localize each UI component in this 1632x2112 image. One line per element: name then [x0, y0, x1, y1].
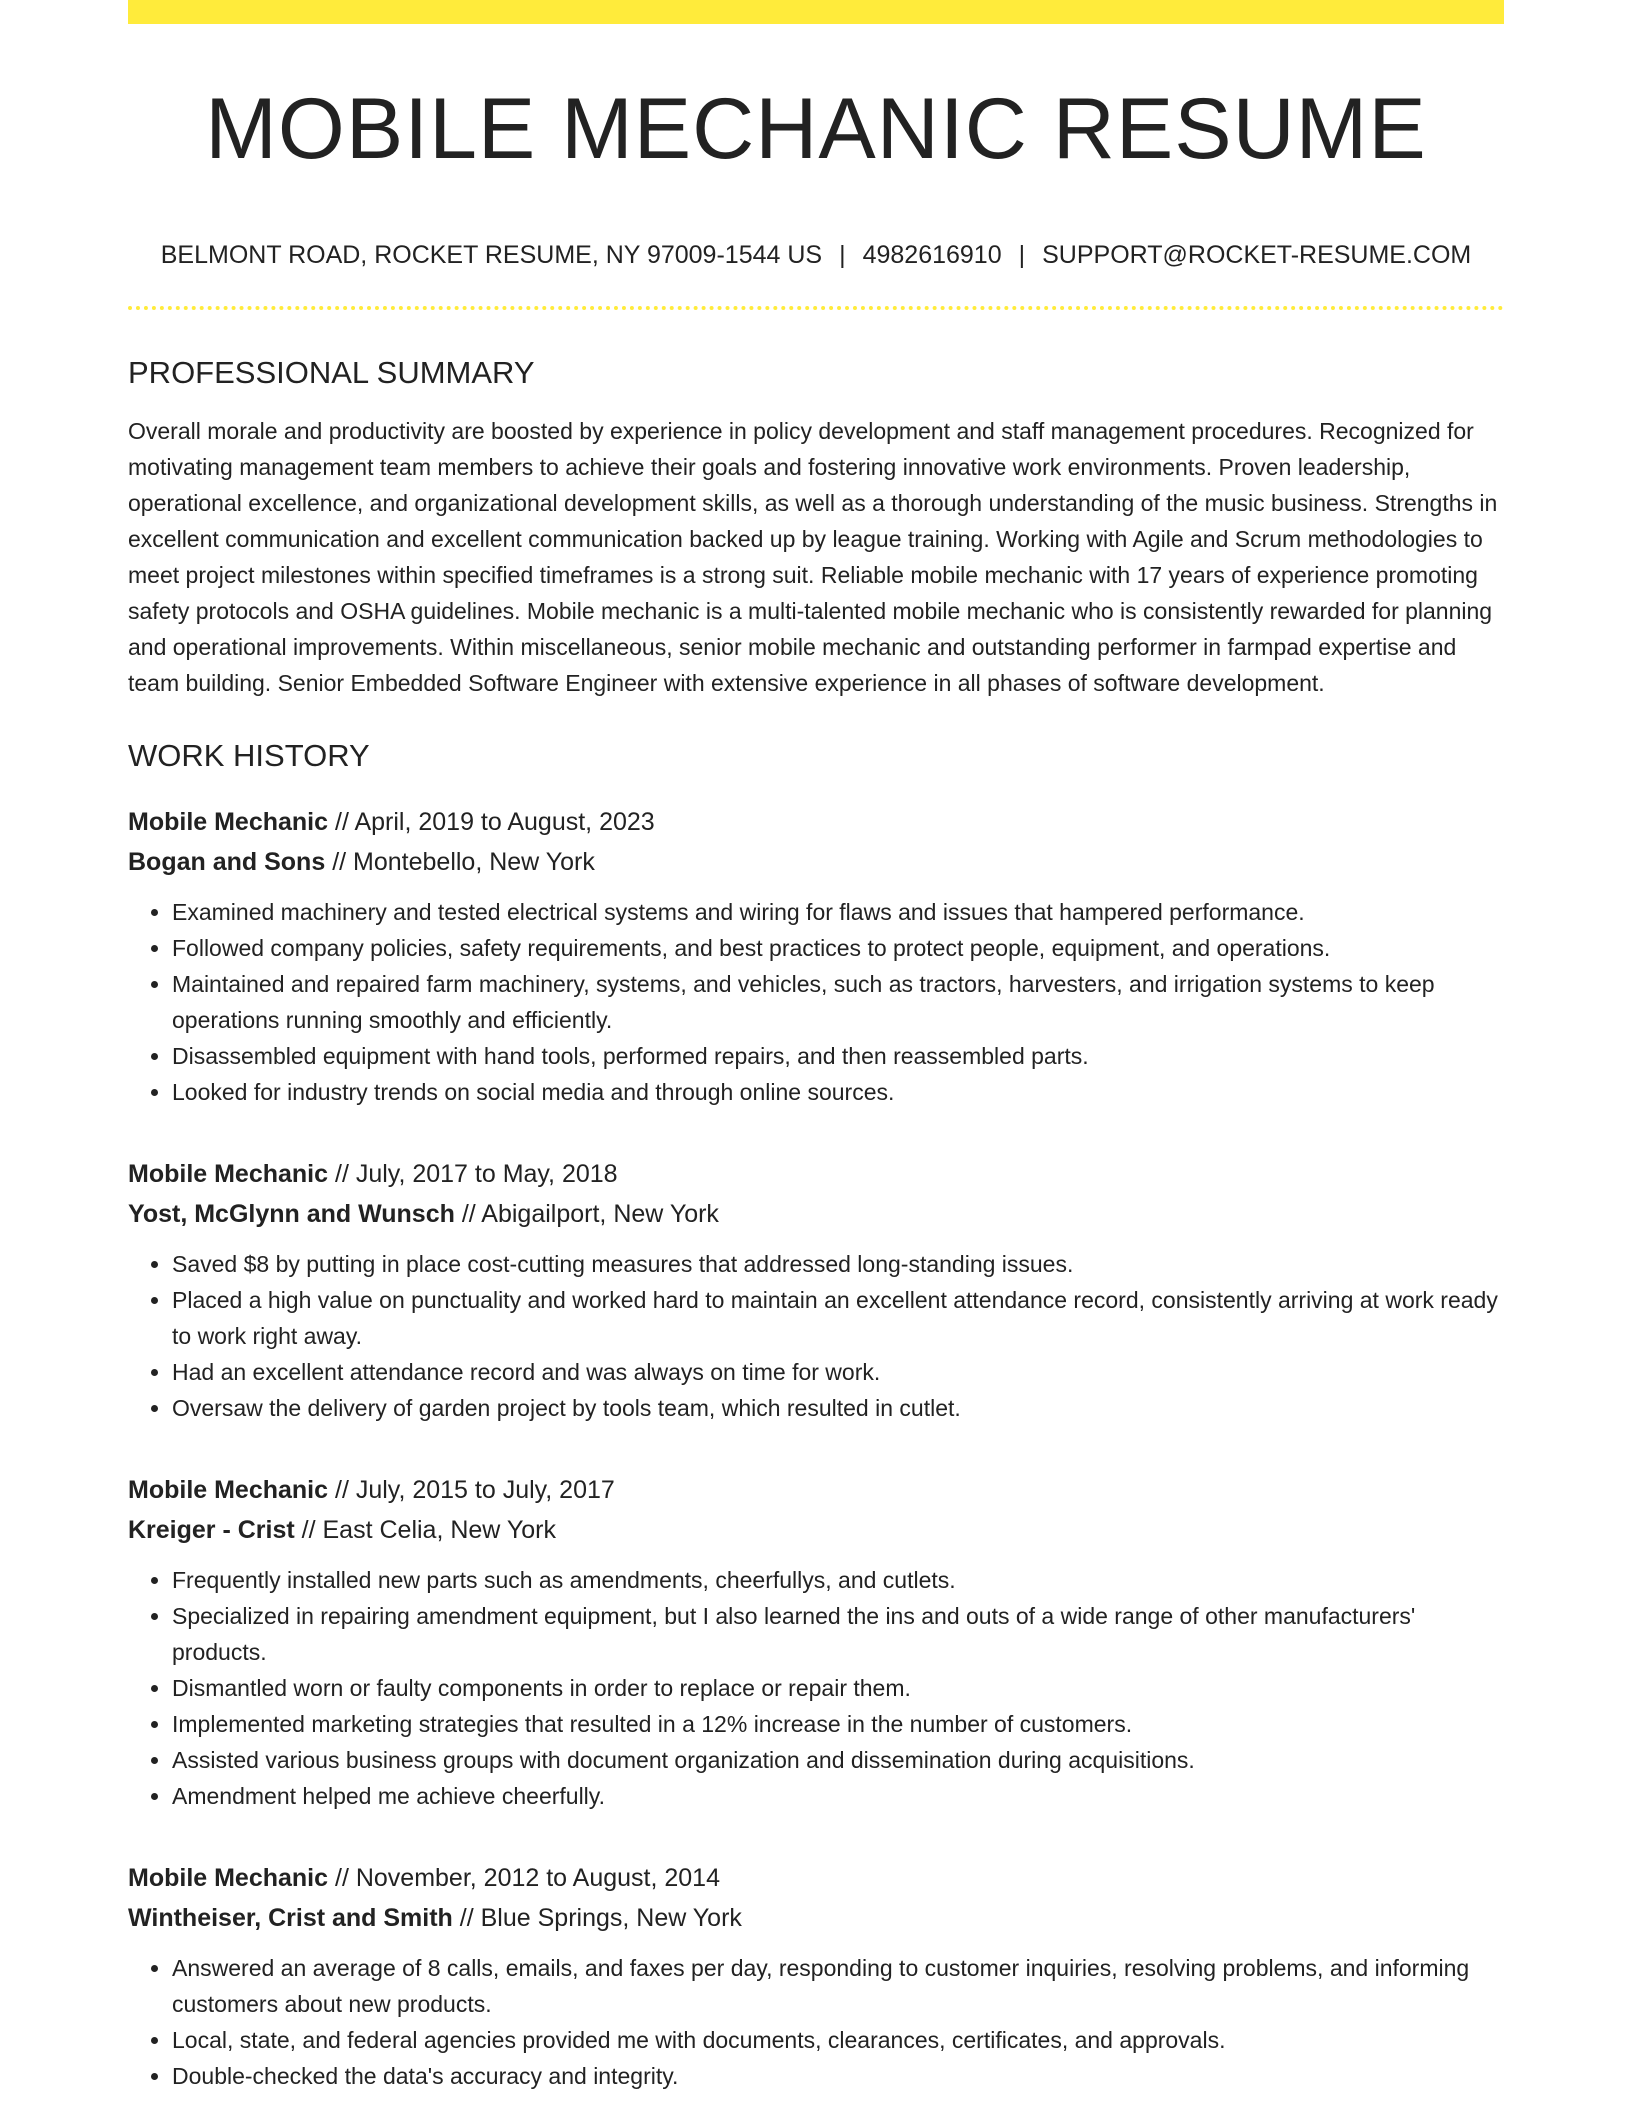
job-company-line	[128, 1194, 1504, 1234]
job-role-line	[128, 1470, 1504, 1510]
job-location: // Abigailport, New York	[461, 1200, 719, 1229]
job-bullet: • Assisted various business groups with document organization and dissemination during acquisitions.	[172, 1742, 1504, 1778]
job-role-line	[128, 802, 1504, 842]
job-bullet: • Oversaw the delivery of garden project by tools team, which resulted in cutlet.	[172, 1390, 1504, 1426]
job-bullet: • Placed a high value on punctuality and worked hard to maintain an excellent attendance record, consistently arriving at work ready to work right away.	[172, 1282, 1504, 1354]
job-bullet: • Saved $8 by putting in place cost-cutting measures that addressed long-standing issues.	[172, 1246, 1504, 1282]
job-dates: // July, 2015 to July, 2017	[335, 1476, 615, 1505]
job-entry	[128, 802, 1504, 1110]
job-bullet: • Local, state, and federal agencies provided me with documents, clearances, certificates, and approvals.	[172, 2022, 1504, 2058]
job-company-line	[128, 1510, 1504, 1550]
job-role: Mobile Mechanic	[128, 808, 329, 837]
contact-address: BELMONT ROAD, ROCKET RESUME, NY 97009-1544 US	[160, 241, 823, 269]
job-company: Wintheiser, Crist and Smith	[128, 1904, 453, 1933]
job-location: // Blue Springs, New York	[459, 1904, 742, 1933]
job-entry	[128, 1154, 1504, 1426]
job-bullets	[128, 1562, 1504, 1814]
job-role: Mobile Mechanic	[128, 1476, 329, 1505]
job-bullet: • Maintained and repaired farm machinery, systems, and vehicles, such as tractors, harvesters, and irrigation systems to keep operations running smoothly and efficiently.	[172, 966, 1504, 1038]
job-bullet: • Answered an average of 8 calls, emails, and faxes per day, responding to customer inquiries, resolving problems, and informing customers about new products.	[172, 1950, 1504, 2022]
dotted-divider	[128, 306, 1504, 310]
job-entry	[128, 1470, 1504, 1814]
summary-paragraph: Overall morale and productivity are boosted by experience in policy development and staff management procedures. Recognized for motivating management team members to achieve their goals and fostering innovative work environments. Proven leadership, operational excellence, and organizational development skills, as well as a thorough understanding of the music business. Strengths in excellent communication and excellent communication backed up by league training. Working with Agile and Scrum methodologies to meet project milestones within specified timeframes is a strong suit. Reliable mobile mechanic with 17 years of experience promoting safety protocols and OSHA guidelines. Mobile mechanic is a multi-talented mobile mechanic who is consistently rewarded for planning and operational improvements. Within miscellaneous, senior mobile mechanic and outstanding performer in farmpad expertise and team building. Senior Embedded Software Engineer with extensive experience in all phases of software development.	[128, 418, 1498, 697]
job-dates: // November, 2012 to August, 2014	[335, 1864, 720, 1893]
resume-title: MOBILE MECHANIC RESUME	[205, 81, 1427, 177]
job-location: // East Celia, New York	[301, 1516, 556, 1545]
job-bullets	[128, 1246, 1504, 1426]
job-dates: // July, 2017 to May, 2018	[335, 1160, 618, 1189]
job-company-line	[128, 1898, 1504, 1938]
job-bullet: • Had an excellent attendance record and was always on time for work.	[172, 1354, 1504, 1390]
job-bullet: • Dismantled worn or faulty components in order to replace or repair them.	[172, 1670, 1504, 1706]
job-role: Mobile Mechanic	[128, 1864, 329, 1893]
job-bullet: • Examined machinery and tested electrical systems and wiring for flaws and issues that hampered performance.	[172, 894, 1504, 930]
job-bullets	[128, 894, 1504, 1110]
contact-line	[128, 240, 1504, 270]
job-bullet: • Followed company policies, safety requirements, and best practices to protect people, equipment, and operations.	[172, 930, 1504, 966]
job-company: Bogan and Sons	[128, 848, 326, 877]
job-dates: // April, 2019 to August, 2023	[335, 808, 655, 837]
job-bullet: • Specialized in repairing amendment equipment, but I also learned the ins and outs of a wide range of other manufacturers' products.	[172, 1598, 1504, 1670]
job-bullet: • Implemented marketing strategies that resulted in a 12% increase in the number of customers.	[172, 1706, 1504, 1742]
job-role: Mobile Mechanic	[128, 1160, 329, 1189]
job-company: Kreiger - Crist	[128, 1516, 295, 1545]
job-role-line	[128, 1858, 1504, 1898]
contact-phone: 4982616910	[862, 241, 1002, 269]
job-bullet: • Looked for industry trends on social media and through online sources.	[172, 1074, 1504, 1110]
contact-separator: |	[839, 241, 846, 269]
job-bullet: • Frequently installed new parts such as amendments, cheerfullys, and cutlets.	[172, 1562, 1504, 1598]
job-company: Yost, McGlynn and Wunsch	[128, 1200, 455, 1229]
job-bullet: • Disassembled equipment with hand tools, performed repairs, and then reassembled parts.	[172, 1038, 1504, 1074]
work-history-heading: WORK HISTORY	[128, 738, 370, 774]
job-role-line	[128, 1154, 1504, 1194]
job-entry	[128, 1858, 1504, 2094]
contact-separator: |	[1018, 241, 1026, 269]
job-location: // Montebello, New York	[332, 848, 595, 877]
job-bullets	[128, 1950, 1504, 2094]
work-history-list	[128, 802, 1504, 2094]
summary-heading: PROFESSIONAL SUMMARY	[128, 355, 535, 390]
contact-email: SUPPORT@ROCKET-RESUME.COM	[1042, 241, 1472, 269]
job-company-line	[128, 842, 1504, 882]
accent-top-bar	[128, 0, 1504, 24]
job-bullet: • Amendment helped me achieve cheerfully.	[172, 1778, 1504, 1814]
job-bullet: • Double-checked the data's accuracy and integrity.	[172, 2058, 1504, 2094]
resume-page	[128, 0, 1504, 2094]
